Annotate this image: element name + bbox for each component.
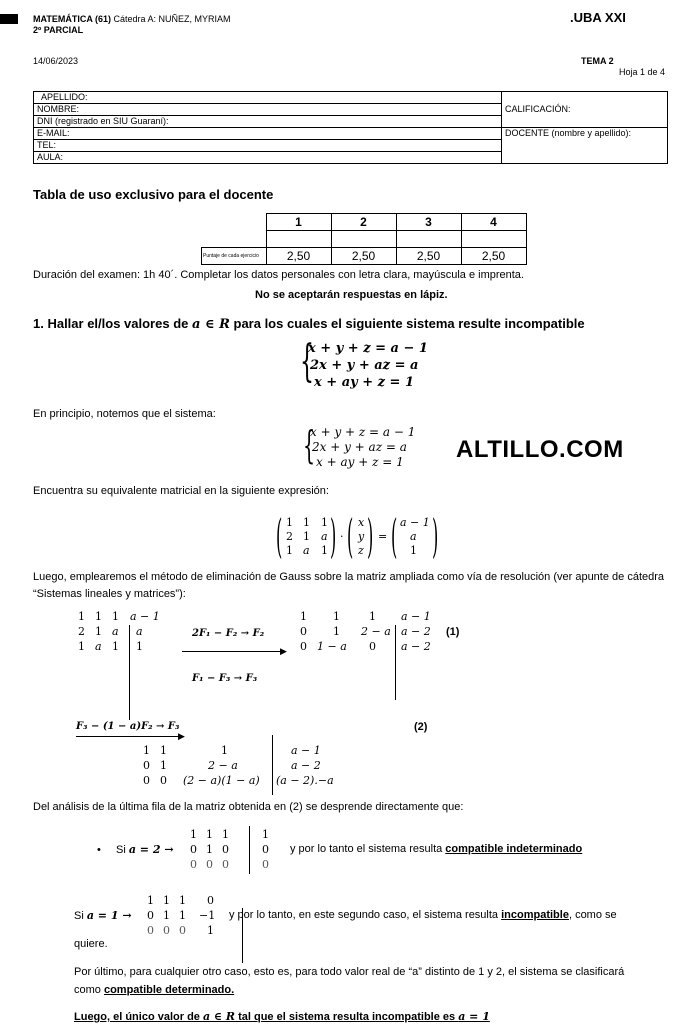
calificacion-field[interactable]: CALIFICACIÓN: bbox=[502, 92, 668, 128]
row-op-1: 2F₁ − F₂ → F₂ bbox=[192, 628, 265, 639]
case-1-tail: quiere. bbox=[74, 938, 108, 950]
augmented-matrix-step1: 1 1 1 a − 1 0 1 2 − a a − 2 0 1 − a 0 a − 2 bbox=[300, 610, 431, 653]
aula-field[interactable]: AULA: bbox=[34, 152, 502, 164]
pencil-note: No se aceptarán respuestas en lápiz. bbox=[255, 289, 448, 301]
docente-field[interactable]: DOCENTE (nombre y apellido): bbox=[502, 128, 668, 164]
personal-data-form bbox=[33, 91, 668, 164]
duration-note: Duración del examen: 1h 40´. Completar los datos personales con letra clara, mayúscula e imprenta. bbox=[33, 269, 524, 281]
exam-date: 14/06/2023 bbox=[33, 56, 79, 66]
dni-field[interactable]: DNI (registrado en SIU Guaraní): bbox=[34, 116, 502, 128]
conclusion: Luego, el único valor de a ∈ R tal que el sistema resulta incompatible es a = 1 bbox=[74, 1010, 490, 1023]
exam-name: 2º PARCIAL bbox=[33, 25, 84, 35]
course-name: MATEMÁTICA (61) bbox=[33, 14, 111, 24]
email-field[interactable]: E-MAIL: bbox=[34, 128, 502, 140]
score-cell[interactable] bbox=[331, 231, 396, 248]
score-cell[interactable] bbox=[461, 231, 526, 248]
score-table bbox=[201, 213, 527, 265]
apellido-field[interactable]: APELLIDO: bbox=[34, 92, 502, 104]
system-brace-2: { bbox=[303, 423, 316, 467]
problem-title: 1. Hallar el/los valores de a ∈ R para los cuales el siguiente sistema resulte incompatible bbox=[33, 316, 585, 332]
chair-name: Cátedra A: NUÑEZ, MYRIAM bbox=[113, 14, 231, 24]
corner-mark bbox=[0, 14, 18, 24]
teacher-table-title: Tabla de uso exclusivo para el docente bbox=[33, 187, 274, 202]
row-op-2: F₁ − F₃ → F₃ bbox=[192, 673, 258, 684]
label-2: (2) bbox=[414, 721, 428, 733]
system-brace: { bbox=[300, 336, 314, 387]
row-op-3: F₃ − (1 − a)F₂ → F₃ bbox=[76, 721, 180, 732]
score-cell[interactable] bbox=[266, 231, 331, 248]
course-header bbox=[33, 14, 231, 36]
system-equations-plain: x + y + z = a − 1 2x + y + az = a x + ay + z = 1 bbox=[310, 425, 416, 469]
system-equations: x + y + z = a − 1 2x + y + az = a x + ay + z = 1 bbox=[308, 341, 428, 390]
augmented-matrix-step2: 1 1 1 a − 1 0 1 2 − a a − 2 0 0 (2 − a)(1 − a) (a − 2).−a bbox=[143, 744, 334, 787]
case-1-matrix: 1 1 1 0 0 1 1 −1 0 0 0 1 bbox=[147, 894, 216, 937]
score-value-1: 2,50 bbox=[266, 248, 331, 265]
matrix-equation: ( 1 1 1 2 1 a 1 a 1 ) · ( x y z ) = ( a − 1 a 1 ) bbox=[276, 509, 439, 563]
gauss-intro: Luego, emplearemos el método de eliminación de Gauss sobre la matriz ampliada como vía de resolución (ver apunte de cátedra “Sistemas lineales y matrices”): bbox=[33, 571, 665, 600]
label-1: (1) bbox=[446, 626, 460, 638]
solution-intro: En principio, notemos que el sistema: bbox=[33, 408, 216, 420]
case-1-text: y por lo tanto, en este segundo caso, el sistema resulta incompatible, como se bbox=[229, 909, 617, 921]
score-header-2: 2 bbox=[331, 214, 396, 231]
arrow-1 bbox=[182, 651, 284, 652]
case-2-matrix: 1 1 1 1 0 1 0 0 0 0 0 0 bbox=[190, 828, 269, 871]
analysis-text: Del análisis de la última fila de la matriz obtenida en (2) se desprende directamente que: bbox=[33, 801, 464, 813]
nombre-field[interactable]: NOMBRE: bbox=[34, 104, 502, 116]
tema-label: TEMA 2 bbox=[581, 56, 614, 66]
case-2-label: Si a = 2 → bbox=[116, 843, 174, 856]
score-value-3: 2,50 bbox=[396, 248, 461, 265]
other-cases-1: Por último, para cualquier otro caso, esto es, para todo valor real de “a” distinto de 1 y 2, el sistema se clasificará bbox=[74, 966, 625, 978]
score-header-3: 3 bbox=[396, 214, 461, 231]
page-number: Hoja 1 de 4 bbox=[619, 67, 666, 77]
case-2-text: y por lo tanto el sistema resulta compatible indeterminado bbox=[290, 843, 583, 855]
uba-logo: .UBA XXI bbox=[570, 10, 626, 25]
score-value-2: 2,50 bbox=[331, 248, 396, 265]
score-header-1: 1 bbox=[266, 214, 331, 231]
tel-field[interactable]: TEL: bbox=[34, 140, 502, 152]
score-header-4: 4 bbox=[461, 214, 526, 231]
score-row-label: Puntaje de cada ejercicio bbox=[202, 248, 267, 265]
other-cases-2: como compatible determinado. bbox=[74, 984, 235, 996]
score-cell[interactable] bbox=[396, 231, 461, 248]
watermark: ALTILLO.COM bbox=[456, 436, 624, 463]
matrix-intro: Encuentra su equivalente matricial en la siguiente expresión: bbox=[33, 485, 329, 497]
case-1-label: Si a = 1 → bbox=[74, 909, 132, 922]
bullet-icon: • bbox=[97, 844, 101, 856]
score-value-4: 2,50 bbox=[461, 248, 526, 265]
augmented-matrix-initial: 1 1 1 a − 1 2 1 a a 1 a 1 1 bbox=[78, 610, 160, 653]
